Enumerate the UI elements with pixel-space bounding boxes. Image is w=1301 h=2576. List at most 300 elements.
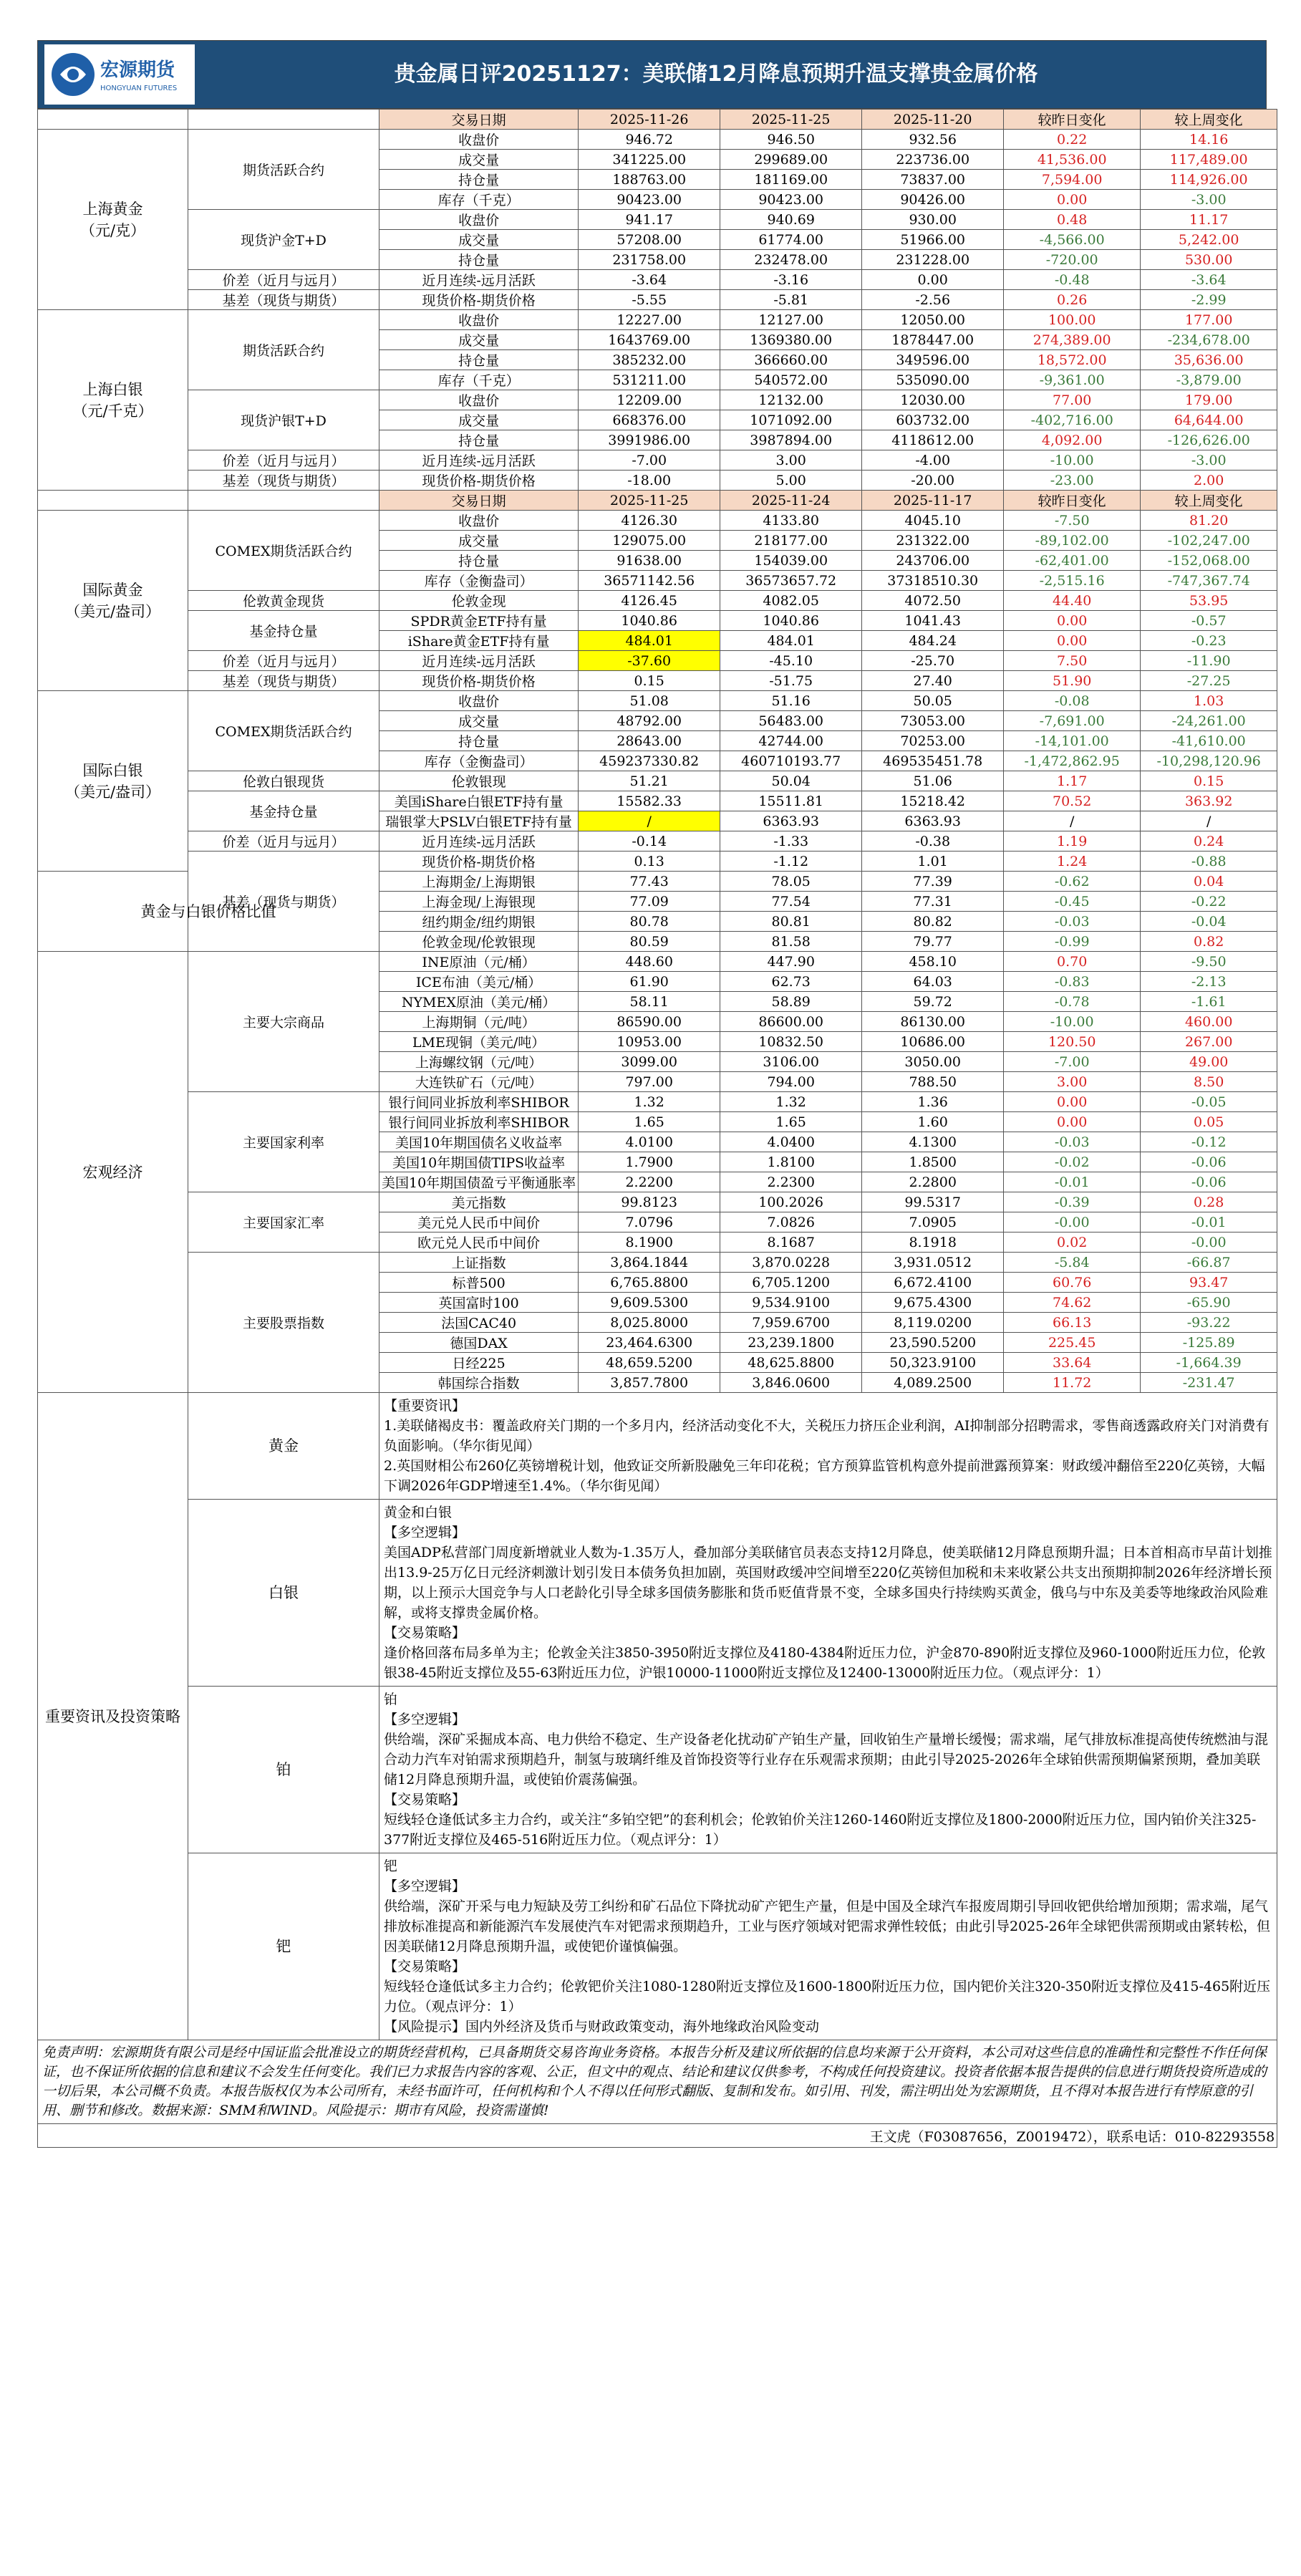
value-cell: 12209.00 [579, 390, 720, 410]
value-cell: 27.40 [862, 671, 1004, 691]
indicator-cell: 成交量 [379, 330, 579, 350]
value-cell: 86130.00 [862, 1012, 1004, 1032]
value-cell: 48792.00 [579, 711, 720, 731]
change-cell: 14.16 [1141, 130, 1277, 150]
value-cell: -51.75 [720, 671, 862, 691]
table-row [38, 310, 1277, 330]
indicator-cell: 美国10年期国债名义收益率 [379, 1132, 579, 1152]
value-cell: 154039.00 [720, 551, 862, 571]
subcategory-cell: 基差（现货与期货） [188, 852, 379, 952]
value-cell: 6,705.1200 [720, 1273, 862, 1293]
change-cell: 1.24 [1004, 852, 1141, 872]
change-cell: -2,515.16 [1004, 571, 1141, 591]
table-row [38, 671, 1277, 691]
indicator-cell: iShare黄金ETF持有量 [379, 631, 579, 651]
value-cell: 12227.00 [579, 310, 720, 330]
value-cell: 3,864.1844 [579, 1253, 720, 1273]
change-cell: / [1004, 811, 1141, 831]
value-cell: 2.2300 [720, 1172, 862, 1192]
strategy-paragraph: 供给端，深矿开采与电力短缺及劳工纠纷和矿石品位下降扰动矿产钯生产量，但是中国及全球汽车报废周期引导回收钯供给增加预期；需求端，尾气排放标准提高和新能源汽车发展使汽车对钯需求预期趋升，工业与医疗领域对钯需求弹性较低；由此引导2025-26年全球钯供需预期或由紧转松，但因美联储12月降息预期升温，或使钯价谨慎偏强。 [384, 1899, 1270, 1954]
indicator-cell: NYMEX原油（美元/桶） [379, 992, 579, 1012]
value-cell: 12050.00 [862, 310, 1004, 330]
value-cell: 79.77 [862, 932, 1004, 952]
indicator-cell: 上海金现/上海银现 [379, 892, 579, 912]
indicator-cell: 持仓量 [379, 170, 579, 190]
value-cell: 51.08 [579, 691, 720, 711]
strategy-paragraph: 【交易策略】 [384, 1625, 466, 1641]
indicator-cell: 美国10年期国债盈亏平衡通胀率 [379, 1172, 579, 1192]
change-cell: 0.00 [1004, 1092, 1141, 1112]
value-cell: 80.59 [579, 932, 720, 952]
value-cell: 73837.00 [862, 170, 1004, 190]
strategy-text-cell [379, 1687, 1277, 1853]
strategy-paragraph: 【多空逻辑】 [384, 1712, 466, 1727]
indicator-cell: 近月连续-远月活跃 [379, 651, 579, 671]
change-cell: 460.00 [1141, 1012, 1277, 1032]
disclaimer: 免责声明：宏源期货有限公司是经中国证监会批准设立的期货经营机构，已具备期货交易咨询业务资格。本报告分析及建议所依据的信息均来源于公开资料，本公司对这些信息的准确性和完整性不作任何保证，也不保证所依据的信息和建议不会发生任何变化。我们已力求报告内容的客观、公正，但文中的观点、结论和建议仅供参考，不构成任何投资建议。投资者依据本报告提供的信息进行期货投资所造成的一切后果，本公司概不负责。本报告版权仅为本公司所有，未经书面许可，任何机构和个人不得以任何形式翻版、复制和发布。如引用、刊发，需注明出处为宏源期货，且不得对本报告进行有悖原意的引用、删节和修改。数据来源：SMM和WIND。风险提示：期市有风险，投资需谨慎! [38, 2040, 1277, 2124]
indicator-cell: 库存（千克） [379, 190, 579, 210]
change-cell: / [1141, 811, 1277, 831]
change-cell: -9.50 [1141, 952, 1277, 972]
subcategory-cell: 基金持仓量 [188, 611, 379, 651]
value-cell: 51.06 [862, 771, 1004, 791]
indicator-cell: 持仓量 [379, 731, 579, 751]
indicator-cell: 库存（千克） [379, 370, 579, 390]
table-row [38, 290, 1277, 310]
indicator-cell: 成交量 [379, 150, 579, 170]
value-cell: -45.10 [720, 651, 862, 671]
indicator-cell: 瑞银掌大PSLV白银ETF持有量 [379, 811, 579, 831]
subcategory-cell: 现货沪银T+D [188, 390, 379, 450]
value-cell: 0.00 [862, 270, 1004, 290]
change-cell: -102,247.00 [1141, 531, 1277, 551]
change-cell: 33.64 [1004, 1353, 1141, 1373]
value-cell: 459237330.82 [579, 751, 720, 771]
change-cell: -0.00 [1141, 1232, 1277, 1253]
indicator-cell: 银行间同业拆放利率SHIBOR [379, 1092, 579, 1112]
change-cell: 267.00 [1141, 1032, 1277, 1052]
value-cell: -37.60 [579, 651, 720, 671]
change-cell: -747,367.74 [1141, 571, 1277, 591]
value-cell: 231758.00 [579, 250, 720, 270]
category-cell: 上海白银 （元/千克） [38, 310, 188, 491]
value-cell: 460710193.77 [720, 751, 862, 771]
change-cell: 7,594.00 [1004, 170, 1141, 190]
change-cell: 100.00 [1004, 310, 1141, 330]
change-cell: 较上周变化 [1141, 110, 1277, 130]
value-cell: 8.1918 [862, 1232, 1004, 1253]
change-cell: -720.00 [1004, 250, 1141, 270]
value-cell: 90423.00 [720, 190, 862, 210]
value-cell: 78.05 [720, 872, 862, 892]
change-cell: -0.57 [1141, 611, 1277, 631]
value-cell: 99.8123 [579, 1192, 720, 1212]
value-cell: -3.64 [579, 270, 720, 290]
change-cell: -5.84 [1004, 1253, 1141, 1273]
change-cell: -10.00 [1004, 450, 1141, 471]
value-cell: 2025-11-24 [720, 491, 862, 511]
value-cell: 3050.00 [862, 1052, 1004, 1072]
value-cell: 3099.00 [579, 1052, 720, 1072]
value-cell: 9,675.4300 [862, 1293, 1004, 1313]
table-row [38, 450, 1277, 471]
change-cell: 81.20 [1141, 511, 1277, 531]
value-cell: 28643.00 [579, 731, 720, 751]
value-cell: 2025-11-25 [579, 491, 720, 511]
value-cell: 77.39 [862, 872, 1004, 892]
table-row [38, 872, 1277, 892]
change-cell: -24,261.00 [1141, 711, 1277, 731]
value-cell: 385232.00 [579, 350, 720, 370]
svg-text:HONGYUAN FUTURES: HONGYUAN FUTURES [100, 85, 178, 92]
change-cell: 0.00 [1004, 1112, 1141, 1132]
value-cell: 10953.00 [579, 1032, 720, 1052]
value-cell: 3,931.0512 [862, 1253, 1004, 1273]
indicator-cell: INE原油（元/桶） [379, 952, 579, 972]
value-cell: 4.0400 [720, 1132, 862, 1152]
value-cell: 8.1687 [720, 1232, 862, 1253]
indicator-cell: 韩国综合指数 [379, 1373, 579, 1393]
value-cell: 7.0905 [862, 1212, 1004, 1232]
value-cell: 48,659.5200 [579, 1353, 720, 1373]
value-cell: 1.7900 [579, 1152, 720, 1172]
indicator-cell: 德国DAX [379, 1333, 579, 1353]
change-cell: 0.02 [1004, 1232, 1141, 1253]
strategy-paragraph: 供给端，深矿采掘成本高、电力供给不稳定、生产设备老化扰动矿产铂生产量，回收铂生产量增长缓慢；需求端，尾气排放标准提高使传统燃油与混合动力汽车对铂需求预期趋升，制氢与玻璃纤维及首饰投资等行业存在乐观需求预期；由此引导2025-2026年全球铂供需预期偏紧预期，叠加美联储12月降息预期升温，或使铂价震荡偏强。 [384, 1732, 1269, 1788]
value-cell: 129075.00 [579, 531, 720, 551]
value-cell: 51.16 [720, 691, 862, 711]
change-cell: -2.99 [1141, 290, 1277, 310]
change-cell: -65.90 [1141, 1293, 1277, 1313]
value-cell: 12030.00 [862, 390, 1004, 410]
indicator-cell: 伦敦银现 [379, 771, 579, 791]
value-cell: 1.65 [720, 1112, 862, 1132]
change-cell: 0.28 [1141, 1192, 1277, 1212]
strategy-paragraph: 2.英国财相公布260亿英镑增税计划，他致证交所新股融免三年印花税；官方预算监管机构意外提前泄露预算案：财政缓冲翻倍至220亿英镑，大幅下调2026年GDP增速至1.4%。（华尔街见闻） [384, 1458, 1265, 1494]
value-cell: 12132.00 [720, 390, 862, 410]
indicator-cell: 收盘价 [379, 511, 579, 531]
value-cell: 80.78 [579, 912, 720, 932]
subcategory-cell: COMEX期货活跃合约 [188, 691, 379, 771]
value-cell: 4.0100 [579, 1132, 720, 1152]
indicator-cell: 英国富时100 [379, 1293, 579, 1313]
value-cell: 73053.00 [862, 711, 1004, 731]
value-cell: 531211.00 [579, 370, 720, 390]
value-cell: 1041.43 [862, 611, 1004, 631]
value-cell: 349596.00 [862, 350, 1004, 370]
subcategory-cell: 基差（现货与期货） [188, 671, 379, 691]
strategy-paragraph: 【多空逻辑】 [384, 1525, 466, 1540]
value-cell: 4045.10 [862, 511, 1004, 531]
strategy-paragraph: 【交易策略】 [384, 1792, 466, 1808]
value-cell: -5.81 [720, 290, 862, 310]
change-cell: 1.19 [1004, 831, 1141, 852]
value-cell: 218177.00 [720, 531, 862, 551]
change-cell: -23.00 [1004, 471, 1141, 491]
change-cell: 93.47 [1141, 1273, 1277, 1293]
indicator-cell: 现货价格-期货价格 [379, 471, 579, 491]
value-cell: 4072.50 [862, 591, 1004, 611]
strategy-paragraph: 短线轻仓逢低试多主力合约，或关注“多铂空钯”的套利机会；伦敦铂价关注1260-1460附近支撑位及1800-2000附近压力位，国内铂价关注325-377附近支撑位及465-516附近压力位。（观点评分：1） [384, 1812, 1257, 1848]
strategy-paragraph: 【多空逻辑】 [384, 1878, 466, 1894]
change-cell: -3.00 [1141, 190, 1277, 210]
value-cell: 48,625.8800 [720, 1353, 862, 1373]
value-cell: 4126.30 [579, 511, 720, 531]
change-cell: -0.99 [1004, 932, 1141, 952]
strategy-paragraph: 黄金和白银 [384, 1505, 453, 1520]
value-cell: / [579, 811, 720, 831]
value-cell: 940.69 [720, 210, 862, 230]
indicator-cell: 银行间同业拆放利率SHIBOR [379, 1112, 579, 1132]
change-cell: -0.00 [1004, 1212, 1141, 1232]
value-cell: 946.50 [720, 130, 862, 150]
value-cell: 941.17 [579, 210, 720, 230]
table-row [38, 270, 1277, 290]
change-cell: -1.61 [1141, 992, 1277, 1012]
value-cell: 61774.00 [720, 230, 862, 250]
change-cell: 0.82 [1141, 932, 1277, 952]
change-cell: -0.88 [1141, 852, 1277, 872]
change-cell: -27.25 [1141, 671, 1277, 691]
value-cell: 91638.00 [579, 551, 720, 571]
strategy-metal-cell: 铂 [188, 1687, 379, 1853]
change-cell: -0.12 [1141, 1132, 1277, 1152]
change-cell: -89,102.00 [1004, 531, 1141, 551]
value-cell: 3987894.00 [720, 430, 862, 450]
change-cell: -2.13 [1141, 972, 1277, 992]
change-cell: -0.03 [1004, 912, 1141, 932]
change-cell: 4,092.00 [1004, 430, 1141, 450]
change-cell: -7.50 [1004, 511, 1141, 531]
value-cell: -3.16 [720, 270, 862, 290]
category-cell: 上海黄金 （元/克） [38, 130, 188, 310]
value-cell: 932.56 [862, 130, 1004, 150]
value-cell: 930.00 [862, 210, 1004, 230]
indicator-cell: 成交量 [379, 531, 579, 551]
value-cell: -1.12 [720, 852, 862, 872]
value-cell: 232478.00 [720, 250, 862, 270]
indicator-cell: 交易日期 [379, 491, 579, 511]
value-cell: 2.2800 [862, 1172, 1004, 1192]
subcategory-cell: 基差（现货与期货） [188, 290, 379, 310]
strategy-text-cell [379, 1500, 1277, 1687]
value-cell: 99.5317 [862, 1192, 1004, 1212]
subcategory-cell: 基金持仓量 [188, 791, 379, 831]
table-row [38, 1253, 1277, 1273]
change-cell: 0.00 [1004, 190, 1141, 210]
value-cell: 2.2200 [579, 1172, 720, 1192]
change-cell: -0.08 [1004, 691, 1141, 711]
strategy-metal-cell: 黄金 [188, 1393, 379, 1500]
table-row [38, 511, 1277, 531]
change-cell: -4,566.00 [1004, 230, 1141, 250]
subcategory-cell: 价差（近月与远月） [188, 270, 379, 290]
change-cell: 179.00 [1141, 390, 1277, 410]
indicator-cell: 欧元兑人民币中间价 [379, 1232, 579, 1253]
value-cell: 7.0796 [579, 1212, 720, 1232]
change-cell: 较昨日变化 [1004, 491, 1141, 511]
change-cell: -3.00 [1141, 450, 1277, 471]
change-cell: -14,101.00 [1004, 731, 1141, 751]
value-cell: 77.43 [579, 872, 720, 892]
change-cell: -0.01 [1141, 1212, 1277, 1232]
value-cell: 797.00 [579, 1072, 720, 1092]
value-cell: 8.1900 [579, 1232, 720, 1253]
change-cell: 较上周变化 [1141, 491, 1277, 511]
change-cell: 66.13 [1004, 1313, 1141, 1333]
indicator-cell: 持仓量 [379, 551, 579, 571]
value-cell: 1040.86 [720, 611, 862, 631]
change-cell: -402,716.00 [1004, 410, 1141, 430]
change-cell: 49.00 [1141, 1052, 1277, 1072]
subcategory-cell: 期货活跃合约 [188, 130, 379, 210]
value-cell: 1369380.00 [720, 330, 862, 350]
change-cell: -0.23 [1141, 631, 1277, 651]
indicator-cell: 收盘价 [379, 210, 579, 230]
value-cell: 4126.45 [579, 591, 720, 611]
subcategory-cell: 主要股票指数 [188, 1253, 379, 1393]
value-cell: 23,239.1800 [720, 1333, 862, 1353]
indicator-cell: 上海螺纹钢（元/吨） [379, 1052, 579, 1072]
indicator-cell: 伦敦金现 [379, 591, 579, 611]
value-cell: 6363.93 [862, 811, 1004, 831]
change-cell: 0.05 [1141, 1112, 1277, 1132]
value-cell: 50.05 [862, 691, 1004, 711]
value-cell: 231322.00 [862, 531, 1004, 551]
value-cell: 447.90 [720, 952, 862, 972]
value-cell: 5.00 [720, 471, 862, 491]
strategy-paragraph: 短线轻仓逢低试多主力合约；伦敦钯价关注1080-1280附近支撑位及1600-1800附近压力位，国内钯价关注320-350附近支撑位及415-465附近压力位。（观点评分：1） [384, 1979, 1271, 2015]
strategy-row [38, 1853, 1277, 2040]
subcategory-cell: 期货活跃合约 [188, 310, 379, 390]
value-cell: 1.60 [862, 1112, 1004, 1132]
change-cell: -1,472,862.95 [1004, 751, 1141, 771]
strategy-paragraph: 钯 [384, 1858, 398, 1874]
table-row [38, 1192, 1277, 1212]
change-cell: 44.40 [1004, 591, 1141, 611]
value-cell: 7.0826 [720, 1212, 862, 1232]
value-cell: 12127.00 [720, 310, 862, 330]
indicator-cell: 近月连续-远月活跃 [379, 270, 579, 290]
value-cell: 51.21 [579, 771, 720, 791]
strategy-paragraph: 铂 [384, 1692, 398, 1707]
change-cell: 77.00 [1004, 390, 1141, 410]
indicator-cell: 美国iShare白银ETF持有量 [379, 791, 579, 811]
value-cell: 58.89 [720, 992, 862, 1012]
value-cell: 61.90 [579, 972, 720, 992]
category-cell: 国际白银 （美元/盎司） [38, 691, 188, 872]
strategy-row [38, 1687, 1277, 1853]
table-row [38, 791, 1277, 811]
value-cell: -5.55 [579, 290, 720, 310]
value-cell: 77.31 [862, 892, 1004, 912]
table-row [38, 210, 1277, 230]
value-cell: 4082.05 [720, 591, 862, 611]
strategy-metal-cell: 白银 [188, 1500, 379, 1687]
value-cell: 3,846.0600 [720, 1373, 862, 1393]
change-cell: -3.64 [1141, 270, 1277, 290]
value-cell: 6,672.4100 [862, 1273, 1004, 1293]
value-cell: -4.00 [862, 450, 1004, 471]
change-cell: 0.00 [1004, 631, 1141, 651]
subcategory-cell [188, 491, 379, 511]
subcategory-cell: 基差（现货与期货） [188, 471, 379, 491]
value-cell: 57208.00 [579, 230, 720, 250]
value-cell: 51966.00 [862, 230, 1004, 250]
change-cell: 51.90 [1004, 671, 1141, 691]
value-cell: 23,590.5200 [862, 1333, 1004, 1353]
value-cell: -25.70 [862, 651, 1004, 671]
change-cell: 225.45 [1004, 1333, 1141, 1353]
value-cell: 603732.00 [862, 410, 1004, 430]
change-cell: 530.00 [1141, 250, 1277, 270]
indicator-cell: ICE布油（美元/桶） [379, 972, 579, 992]
value-cell: 540572.00 [720, 370, 862, 390]
change-cell: -10,298,120.96 [1141, 751, 1277, 771]
value-cell: 1040.86 [579, 611, 720, 631]
value-cell: 6363.93 [720, 811, 862, 831]
change-cell: 0.26 [1004, 290, 1141, 310]
table-row [38, 611, 1277, 631]
indicator-cell: 日经225 [379, 1353, 579, 1373]
change-cell: -93.22 [1141, 1313, 1277, 1333]
strategy-paragraph: 美国ADP私营部门周度新增就业人数为-1.35万人，叠加部分美联储官员表态支持12月降息，使美联储12月降息预期升温；日本首相高市早苗计划推出13.9-25万亿日元经济刺激计划引发日本债务负担加剧，英国财政缓冲空间增至220亿英镑但加税和未来收紧公共支出预期抑制2026年经济增长预期，以上预示大国竞争与人口老龄化引导全球多国债务膨胀和货币贬值背景不变，全球多国央行持续购买黄金，俄乌与中东及美委等地缘政治风险难解，或将支撑贵金属价格。 [384, 1545, 1272, 1621]
table-row [38, 390, 1277, 410]
change-cell: 117,489.00 [1141, 150, 1277, 170]
value-cell: 15582.33 [579, 791, 720, 811]
category-cell: 宏观经济 [38, 952, 188, 1393]
value-cell: 223736.00 [862, 150, 1004, 170]
value-cell: 23,464.6300 [579, 1333, 720, 1353]
change-cell: -9,361.00 [1004, 370, 1141, 390]
value-cell: 484.24 [862, 631, 1004, 651]
value-cell: 668376.00 [579, 410, 720, 430]
value-cell: 1.8100 [720, 1152, 862, 1172]
change-cell: -10.00 [1004, 1012, 1141, 1032]
market-data-table [37, 109, 1277, 2148]
value-cell: 70253.00 [862, 731, 1004, 751]
strategy-row [38, 1393, 1277, 1500]
value-cell: 56483.00 [720, 711, 862, 731]
value-cell: -1.33 [720, 831, 862, 852]
change-cell: -231.47 [1141, 1373, 1277, 1393]
category-cell: 黄金与白银价格比值 [38, 872, 379, 952]
indicator-cell: 持仓量 [379, 250, 579, 270]
value-cell: 3,870.0228 [720, 1253, 862, 1273]
indicator-cell: 收盘价 [379, 130, 579, 150]
change-cell: -0.06 [1141, 1152, 1277, 1172]
change-cell: -0.22 [1141, 892, 1277, 912]
value-cell: 469535451.78 [862, 751, 1004, 771]
subcategory-cell: 伦敦白银现货 [188, 771, 379, 791]
value-cell: 341225.00 [579, 150, 720, 170]
change-cell: 0.15 [1141, 771, 1277, 791]
value-cell: -2.56 [862, 290, 1004, 310]
strategy-category-cell: 重要资讯及投资策略 [38, 1393, 188, 2040]
subcategory-cell: 价差（近月与远月） [188, 450, 379, 471]
value-cell: 4.1300 [862, 1132, 1004, 1152]
author-contact: 王文虎（F03087656，Z0019472），联系电话：010-82293558 [38, 2124, 1277, 2148]
value-cell: 231228.00 [862, 250, 1004, 270]
change-cell: 2.00 [1141, 471, 1277, 491]
indicator-cell: 收盘价 [379, 390, 579, 410]
change-cell: 1.17 [1004, 771, 1141, 791]
change-cell: -0.02 [1004, 1152, 1141, 1172]
indicator-cell: 近月连续-远月活跃 [379, 831, 579, 852]
change-cell: -7,691.00 [1004, 711, 1141, 731]
change-cell: -3,879.00 [1141, 370, 1277, 390]
value-cell: 37318510.30 [862, 571, 1004, 591]
